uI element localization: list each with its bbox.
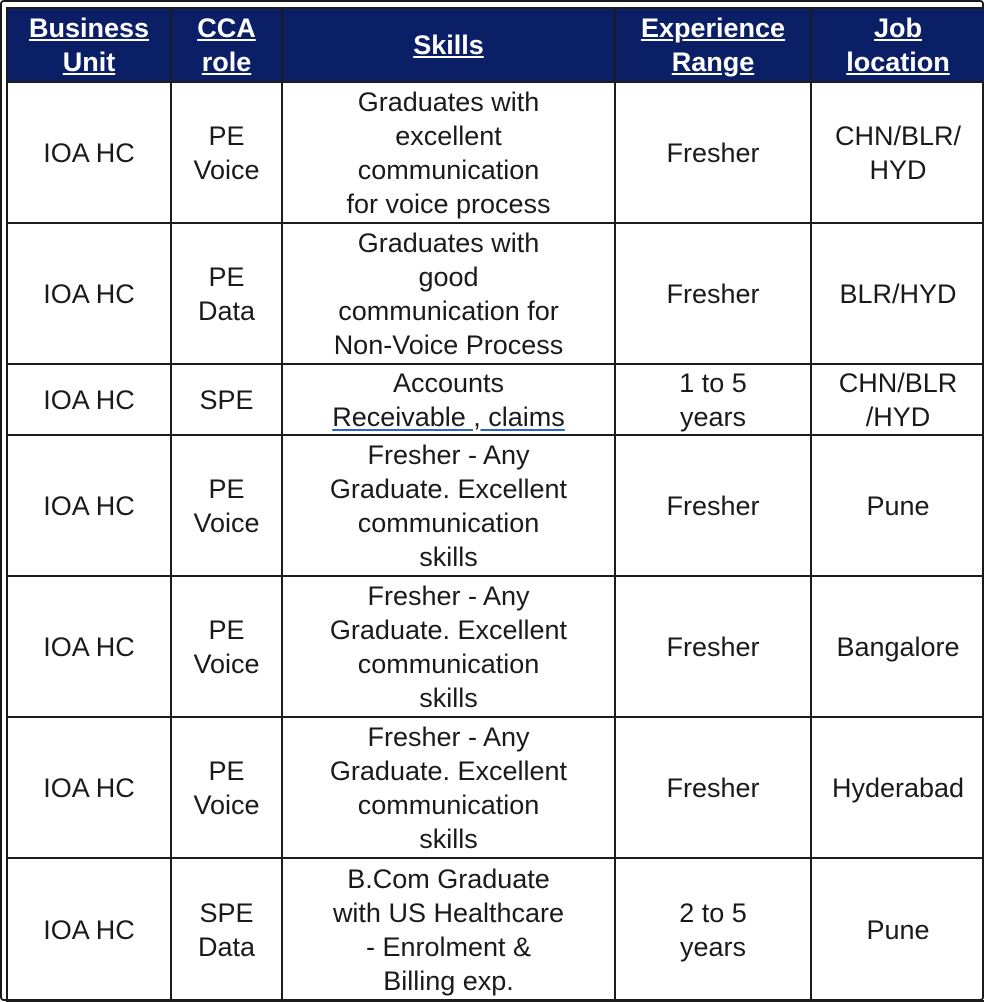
table-row [7,435,984,576]
cell-location: CHN/BLR /HYD [811,364,984,435]
cell-skills: Graduates with excellent communication for voice process [282,82,615,223]
cell-skills: Fresher - Any Graduate. Excellent communication skills [282,435,615,576]
cell-experience: 2 to 5 years [615,858,811,1001]
cell-cca-role: PE Voice [171,717,282,858]
cell-cca-role: PE Data [171,223,282,364]
cell-cca-role: SPE [171,364,282,435]
cell-business-unit: IOA HC [7,82,171,223]
cell-business-unit: IOA HC [7,364,171,435]
cell-cca-role: PE Voice [171,576,282,717]
cell-business-unit: IOA HC [7,576,171,717]
header-job-location: Job location [811,8,984,82]
table-row [7,858,984,1001]
table-row [7,717,984,858]
cell-cca-role: SPE Data [171,858,282,1001]
cell-cca-role: PE Voice [171,435,282,576]
cell-location: Bangalore [811,576,984,717]
cell-location: CHN/BLR/ HYD [811,82,984,223]
cell-business-unit: IOA HC [7,435,171,576]
table-row [7,82,984,223]
cell-business-unit: IOA HC [7,223,171,364]
cell-skills: Accounts Receivable , claims [282,364,615,435]
cell-location: BLR/HYD [811,223,984,364]
cell-experience: Fresher [615,435,811,576]
skills-underlined-text: Receivable , claims [332,401,565,432]
table-row [7,364,984,435]
cell-skills: Graduates with good communication for Non-Voice Process [282,223,615,364]
cell-location: Pune [811,435,984,576]
header-skills: Skills [282,8,615,82]
header-business-unit: Business Unit [7,8,171,82]
cell-cca-role: PE Voice [171,82,282,223]
cell-experience: Fresher [615,576,811,717]
cell-experience: Fresher [615,82,811,223]
table-row [7,576,984,717]
header-row [7,8,984,82]
cell-business-unit: IOA HC [7,717,171,858]
cell-business-unit: IOA HC [7,858,171,1001]
header-experience-range: Experience Range [615,8,811,82]
cell-skills: Fresher - Any Graduate. Excellent communication skills [282,576,615,717]
table-row [7,223,984,364]
cell-location: Hyderabad [811,717,984,858]
cell-location: Pune [811,858,984,1001]
job-openings-table [6,7,984,1002]
cell-skills: B.Com Graduate with US Healthcare - Enrolment & Billing exp. [282,858,615,1001]
cell-skills: Fresher - Any Graduate. Excellent communication skills [282,717,615,858]
cell-experience: Fresher [615,717,811,858]
header-cca-role: CCA role [171,8,282,82]
cell-experience: 1 to 5 years [615,364,811,435]
cell-experience: Fresher [615,223,811,364]
